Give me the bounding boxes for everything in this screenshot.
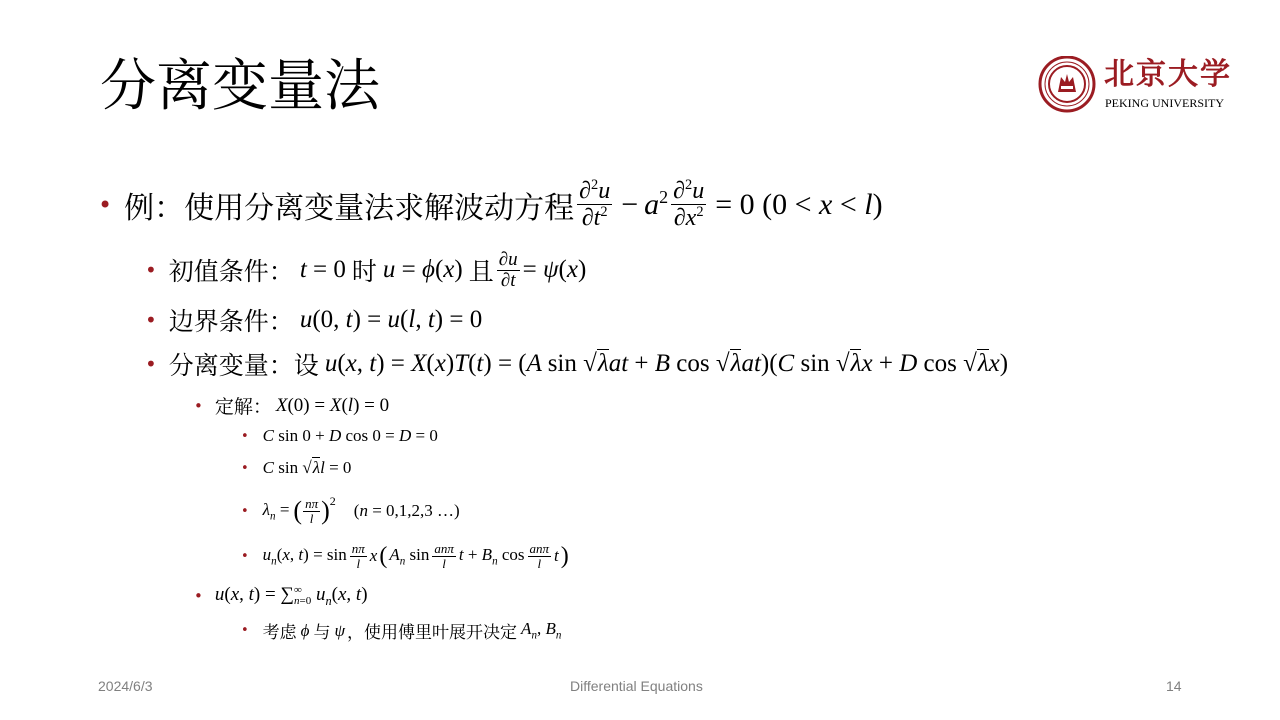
math-expr: = 0 (0 < x < l) bbox=[715, 187, 883, 221]
math-expr: $a^2$ bbox=[644, 187, 669, 222]
math-expr: 2 bbox=[329, 494, 336, 508]
bullet-dot: • bbox=[145, 352, 157, 376]
math-expr: ( bbox=[293, 496, 303, 525]
bullet-text: 且 bbox=[468, 257, 494, 287]
math-expr: t = 0 bbox=[299, 256, 346, 284]
bullet-example bbox=[98, 178, 883, 231]
bullet-step-1 bbox=[241, 426, 438, 446]
math-expr: (n = 0,1,2,3 …) bbox=[353, 501, 460, 520]
math-expr: $u_n(x$, t) = sin bbox=[262, 544, 347, 568]
math-expr: u(x, t) = ∑ ∞ n=0 $u_n(x$, t) bbox=[214, 583, 368, 608]
bullet-initial-conditions bbox=[145, 250, 586, 291]
bullet-text: 例：使用分离变量法求解波动方程 bbox=[124, 190, 575, 226]
math-fraction: $\frac{\partial^2u}{\partial x^2}$ bbox=[673, 177, 705, 232]
math-expr: $\lambda_n$ = bbox=[262, 499, 290, 523]
math-expr: ( bbox=[379, 542, 388, 569]
math-expr: x bbox=[369, 546, 378, 566]
math-expr: C sin 0 + D cos 0 = D = 0 bbox=[262, 426, 438, 445]
math-expr: $A_n$ sin bbox=[389, 544, 430, 568]
bullet-dot: • bbox=[98, 190, 113, 219]
slide-title: 分离变量法 bbox=[100, 54, 380, 119]
math-expr: ) bbox=[560, 542, 569, 569]
math-expr: ) bbox=[321, 496, 330, 525]
footer-page-number: 14 bbox=[1166, 678, 1182, 694]
bullet-dot: • bbox=[241, 623, 249, 638]
math-fraction: $\frac{n\pi}{l}$ bbox=[351, 541, 365, 571]
bullet-text: ，使用傅里叶展开决定 bbox=[347, 623, 518, 643]
bullet-separation bbox=[145, 346, 1008, 382]
math-expr: $t + B_n$ cos bbox=[458, 544, 525, 568]
math-expr: X(0) = X(l) = 0 bbox=[275, 394, 390, 416]
math-fraction: $\frac{\partial u}{\partial t}$ bbox=[498, 249, 518, 291]
math-fraction: $\frac{\text{anπ}}{l}$ bbox=[434, 541, 454, 571]
math-fraction: $\frac{\partial^2u}{\partial t^2}$ bbox=[579, 177, 611, 232]
pku-logo bbox=[1038, 56, 1238, 116]
bullet-text: 时 bbox=[351, 257, 377, 287]
bullet-series bbox=[194, 584, 368, 609]
logo-name-cn: 北京大学 bbox=[1104, 57, 1232, 92]
pku-seal-icon bbox=[1038, 56, 1098, 116]
bullet-dot: • bbox=[194, 587, 203, 606]
math-expr: − bbox=[621, 187, 639, 221]
bullet-step-4 bbox=[241, 542, 569, 570]
bullet-dot: • bbox=[241, 548, 249, 564]
footer-date: 2024/6/3 bbox=[98, 678, 153, 694]
bullet-dot: • bbox=[241, 428, 249, 444]
bullet-text: 边界条件： bbox=[168, 307, 294, 336]
logo-name-en: PEKING UNIVERSITY bbox=[1105, 96, 1224, 110]
bullet-text: 初值条件： bbox=[168, 257, 294, 287]
bullet-text: 与 bbox=[313, 623, 331, 643]
bullet-step-3 bbox=[241, 496, 460, 526]
math-expr: C sin √λl = 0 bbox=[262, 458, 352, 477]
bullet-fourier bbox=[241, 618, 561, 643]
bullet-dot: • bbox=[194, 396, 203, 415]
math-fraction: $\frac{\text{anπ}}{l}$ bbox=[529, 541, 550, 571]
footer-title: Differential Equations bbox=[570, 678, 703, 694]
math-expr: t bbox=[554, 546, 559, 566]
math-expr: u = ϕ(x) bbox=[382, 256, 463, 284]
bullet-step-2 bbox=[241, 458, 351, 478]
bullet-dot: • bbox=[145, 258, 157, 283]
bullet-text: 考虑 bbox=[262, 623, 297, 643]
bullet-text: 分离变量：设 bbox=[168, 351, 319, 380]
math-expr: u(x, t) = X(x)T(t) = (A sin √λat + B cos √λat)(C sin √λx + D cos √λx) bbox=[324, 350, 1009, 377]
bullet-boundary-conditions bbox=[145, 302, 482, 338]
math-expr: ψ bbox=[334, 620, 346, 640]
bullet-solve bbox=[194, 392, 389, 419]
bullet-text: 定解： bbox=[214, 396, 272, 418]
math-expr: = ψ(x) bbox=[522, 256, 587, 284]
bullet-dot: • bbox=[241, 460, 249, 476]
math-expr: ϕ bbox=[300, 620, 310, 640]
math-expr: $A_n$, $B_n$ bbox=[521, 619, 562, 642]
bullet-dot: • bbox=[241, 503, 249, 519]
math-fraction: $\frac{n\pi}{l}$ bbox=[305, 495, 319, 526]
math-expr: u(0, t) = u(l, t) = 0 bbox=[299, 306, 483, 333]
bullet-dot: • bbox=[145, 308, 157, 332]
